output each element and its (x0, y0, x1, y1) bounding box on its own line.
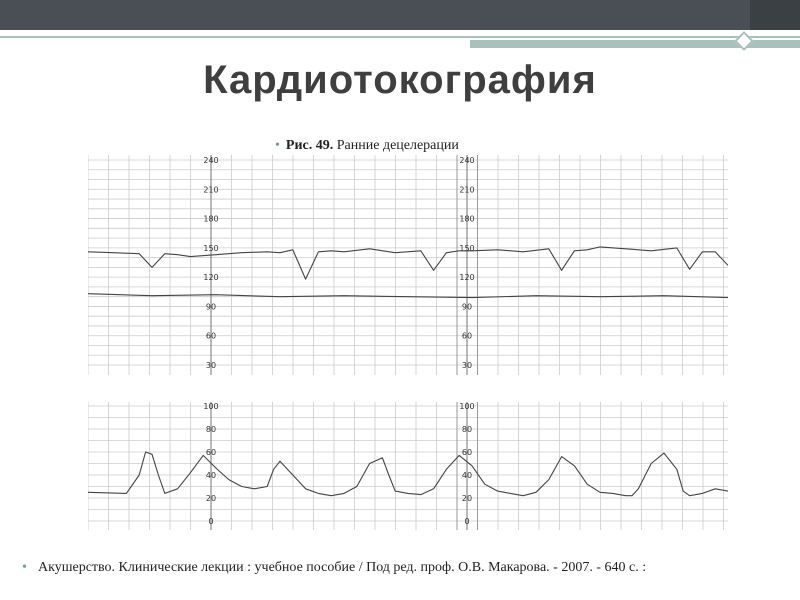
bullet-icon: • (22, 560, 27, 575)
ctg-tick-labels (203, 156, 474, 526)
tick-label: 210 (459, 185, 475, 195)
ctg-chart (88, 155, 728, 530)
tick-label: 40 (461, 471, 473, 480)
tick-label: 210 (203, 185, 219, 195)
tick-label: 240 (203, 156, 219, 165)
figure-number: Рис. 49. (285, 138, 334, 153)
tick-label: 90 (461, 302, 473, 312)
tick-label: 80 (461, 425, 473, 434)
tick-label: 80 (205, 425, 217, 434)
tick-label: 90 (205, 302, 217, 312)
trace-line-fhr-0 (88, 247, 728, 279)
tick-label: 120 (203, 273, 219, 283)
figure-title: Ранние децелерации (336, 138, 459, 153)
tick-label: 0 (208, 517, 214, 526)
tick-label: 150 (459, 243, 475, 253)
tick-label: 60 (205, 448, 217, 457)
tick-label: 0 (464, 517, 470, 526)
tick-label: 150 (203, 243, 219, 253)
tick-label: 120 (459, 273, 475, 283)
tick-label: 20 (205, 494, 217, 503)
trace-line-toco-0 (88, 452, 728, 496)
reference-text: Акушерство. Клинические лекции : учебное пособие / Под ред. проф. О.В. Макарова. - 2007. - 640 с. : (38, 560, 647, 575)
slide-top-bar (0, 0, 800, 30)
tick-label: 60 (205, 331, 217, 341)
bullet-icon: • (275, 138, 280, 153)
tick-label: 180 (203, 214, 219, 224)
tick-label: 100 (459, 402, 475, 411)
tick-label: 60 (461, 448, 473, 457)
tick-label: 40 (205, 471, 217, 480)
tick-label: 30 (205, 361, 217, 370)
tick-label: 240 (459, 156, 475, 165)
slide-top-bar-accent (750, 0, 800, 30)
decorative-rule (0, 36, 800, 38)
figure-caption (275, 138, 459, 154)
tick-label: 30 (461, 361, 473, 370)
reference-item (22, 559, 762, 577)
tick-label: 60 (461, 331, 473, 341)
tick-label: 180 (459, 214, 475, 224)
tick-label: 100 (203, 402, 219, 411)
ctg-traces (88, 247, 728, 496)
tick-label: 20 (461, 494, 473, 503)
ctg-grid (88, 155, 728, 530)
slide-title: Кардиотокография (203, 58, 597, 102)
